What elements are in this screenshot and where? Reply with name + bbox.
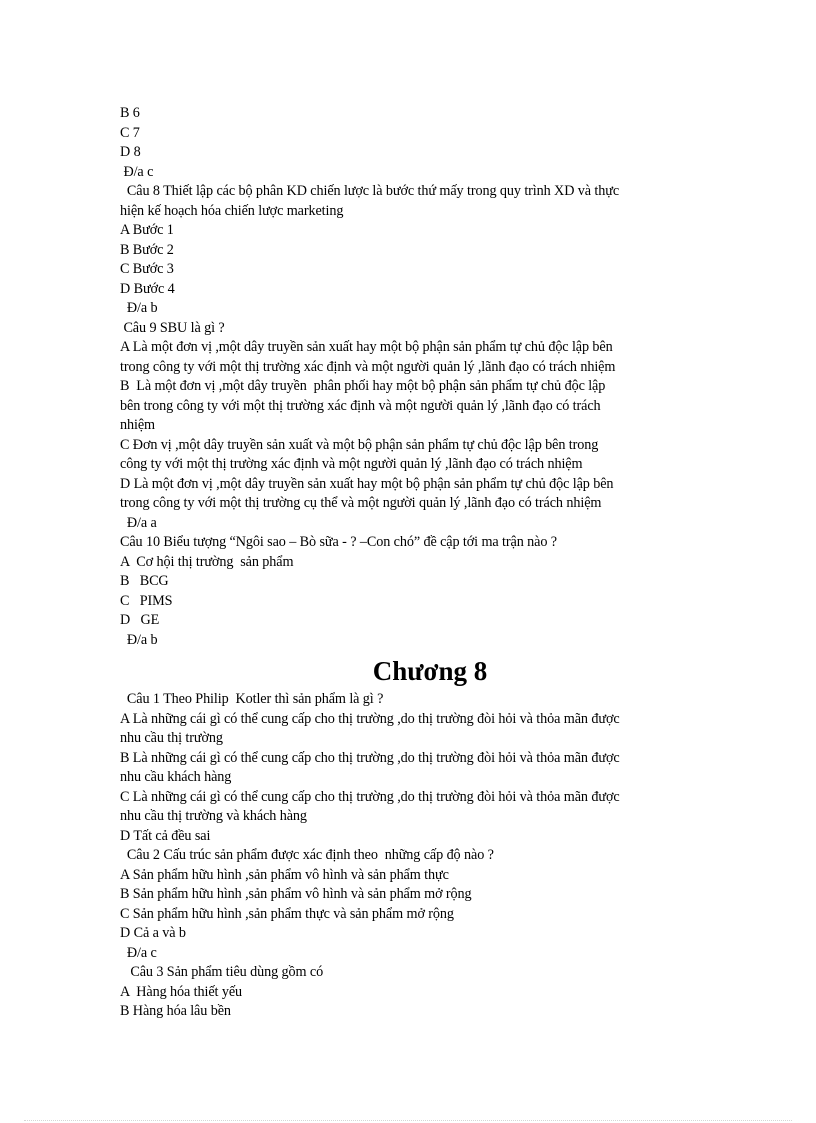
answer-line: Đ/a a [120, 514, 157, 531]
text-line: trong công ty với một thị trường xác định và một người quản lý ,lãnh đạo có trách nhiệm [120, 358, 616, 375]
option-line: D GE [120, 612, 160, 628]
option-line: C PIMS [120, 592, 173, 609]
option-line: D Cả a và b [120, 925, 186, 941]
question-line: Câu 10 Biểu tượng “Ngôi sao – Bò sữa - ? –Con chó” đề cập tới ma trận nào ? [120, 534, 557, 550]
option-line: A Là những cái gì có thể cung cấp cho thị trường ,do thị trường đòi hỏi và thỏa mãn được [120, 710, 620, 727]
chapter-heading: Chương 8 [372, 656, 488, 686]
option-line: B Hàng hóa lâu bền [120, 1003, 231, 1019]
option-line: B Sản phẩm hữu hình ,sản phẩm vô hình và sản phẩm mở rộng [120, 886, 472, 902]
question-line: Câu 1 Theo Philip Kotler thì sản phẩm là gì ? [120, 691, 384, 707]
option-line: A Là một đơn vị ,một dây truyền sản xuất hay một bộ phận sản phẩm tự chủ độc lập bên [120, 339, 613, 355]
text-line: trong công ty với một thị trường cụ thể và một người quản lý ,lãnh đạo có trách nhiệm [120, 495, 602, 511]
option-line: C Là những cái gì có thể cung cấp cho thị trường ,do thị trường đòi hỏi và thỏa mãn được [120, 788, 620, 805]
text-line: nhiệm [120, 417, 155, 433]
answer-line: Đ/a c [120, 163, 154, 180]
answer-line: Đ/a b [120, 300, 158, 316]
page-bottom-divider [24, 1120, 792, 1121]
option-line: D Bước 4 [120, 280, 175, 297]
question-block-chapter-8 [120, 690, 700, 1022]
option-line: C Đơn vị ,một dây truyền sản xuất và một bộ phận sản phẩm tự chủ độc lập bên trong [120, 436, 599, 453]
text-line: C 7 [120, 124, 140, 141]
question-line: Câu 9 SBU là gì ? [120, 319, 225, 336]
option-line: B Là những cái gì có thể cung cấp cho thị trường ,do thị trường đòi hỏi và thỏa mãn được [120, 749, 620, 766]
option-line: A Cơ hội thị trường sản phẩm [120, 553, 294, 570]
text-line: bên trong công ty với một thị trường xác định và một người quản lý ,lãnh đạo có trách [120, 397, 601, 414]
option-line: C Sản phẩm hữu hình ,sản phẩm thực và sản phẩm mở rộng [120, 905, 454, 922]
question-line: Câu 8 Thiết lập các bộ phân KD chiến lược là bước thứ mấy trong quy trình XD và thực [120, 183, 620, 199]
option-line: A Sản phẩm hữu hình ,sản phẩm vô hình và sản phẩm thực [120, 866, 449, 883]
question-block-chapter-7 [120, 104, 700, 650]
option-line: B Là một đơn vị ,một dây truyền phân phối hay một bộ phận sản phẩm tự chủ độc lập [120, 378, 606, 394]
option-line: A Bước 1 [120, 222, 174, 238]
text-line: D 8 [120, 144, 141, 160]
text-line: nhu cầu thị trường và khách hàng [120, 808, 307, 824]
question-line: Câu 2 Cấu trúc sản phẩm được xác định theo những cấp độ nào ? [120, 847, 494, 863]
option-line: A Hàng hóa thiết yếu [120, 983, 243, 1000]
option-line: C Bước 3 [120, 261, 174, 277]
option-line: B BCG [120, 573, 169, 589]
option-line: B Bước 2 [120, 241, 174, 258]
answer-line: Đ/a b [120, 631, 158, 648]
option-line: D Là một đơn vị ,một dây truyền sản xuất hay một bộ phận sản phẩm tự chủ độc lập bên [120, 475, 614, 492]
text-line: hiện kế hoạch hóa chiến lược marketing [120, 202, 344, 219]
text-line: nhu cầu thị trường [120, 730, 223, 746]
answer-line: Đ/a c [120, 944, 157, 961]
question-line: Câu 3 Sản phẩm tiêu dùng gồm có [120, 964, 324, 980]
text-line: nhu cầu khách hàng [120, 769, 232, 785]
document-page [120, 104, 700, 1022]
option-line: D Tất cả đều sai [120, 827, 211, 844]
text-line: công ty với một thị trường xác định và một người quản lý ,lãnh đạo có trách nhiệm [120, 456, 583, 472]
text-line: B 6 [120, 105, 140, 121]
